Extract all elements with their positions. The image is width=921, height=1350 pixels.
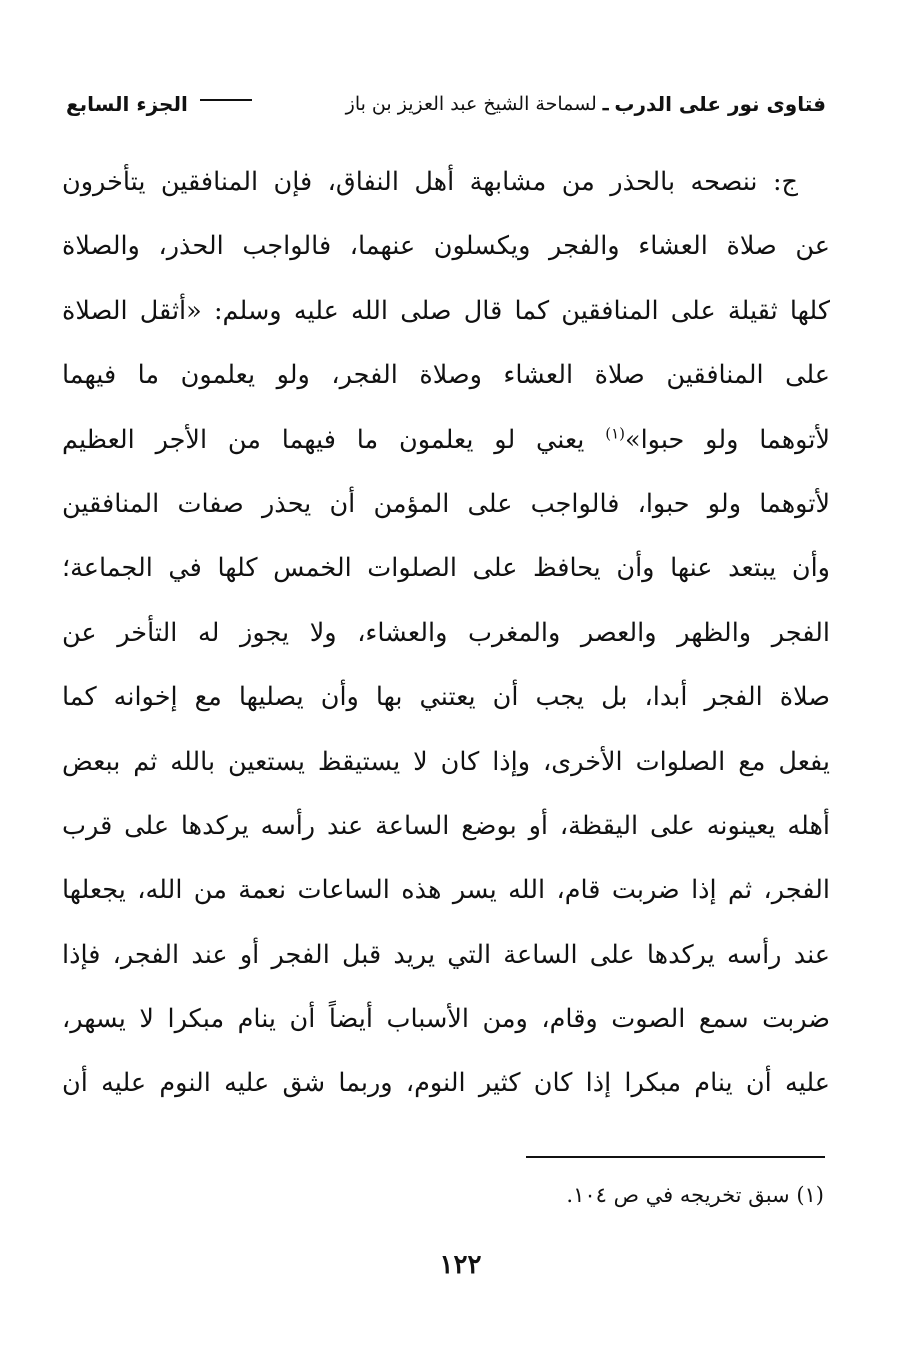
body-line: وأن يبتعد عنها وأن يحافظ على الصلوات الخمس كلها في الجماعة؛ — [62, 553, 830, 584]
body-line: ج: ننصحه بالحذر من مشابهة أهل النفاق، فإن المنافقين يتأخرون — [62, 167, 798, 197]
body-line: كلها ثقيلة على المنافقين كما قال صلى الله عليه وسلم: «أثقل الصلاة — [62, 295, 830, 326]
running-header — [66, 84, 826, 124]
page-number: ١٢٢ — [439, 1250, 482, 1280]
body-line: لأتوهما ولو حبوا، فالواجب على المؤمن أن يحذر صفات المنافقين — [62, 488, 830, 519]
header-separator: ـ — [602, 93, 609, 115]
body-line: ضربت سمع الصوت وقام، ومن الأسباب أيضاً أن ينام مبكرا لا يسهر، — [62, 1004, 830, 1035]
header-rule — [200, 99, 252, 101]
body-line: عن صلاة العشاء والفجر ويكسلون عنهما، فالواجب الحذر، والصلاة — [62, 231, 830, 262]
body-line: على المنافقين صلاة العشاء وصلاة الفجر، ولو يعلمون ما فيهما — [62, 360, 830, 391]
body-line: الفجر والظهر والعصر والمغرب والعشاء، ولا يجوز له التأخر عن — [62, 617, 830, 648]
footnote-marker: (١) — [605, 424, 625, 443]
footnote-divider — [526, 1156, 825, 1158]
quote-end: لأتوهما ولو حبوا» — [625, 424, 830, 455]
body-line: عند رأسه يركدها على الساعة التي يريد قبل الفجر أو عند الفجر، فإذا — [62, 939, 830, 970]
body-line: يفعل مع الصلوات الأخرى، وإذا كان لا يستيقظ يستعين بالله ثم ببعض — [62, 746, 830, 777]
book-title: فتاوى نور على الدرب — [614, 92, 826, 116]
volume-label: الجزء السابع — [66, 92, 188, 116]
body-line: الفجر، ثم إذا ضربت قام، الله يسر هذه الساعات نعمة من الله، يجعلها — [62, 875, 830, 906]
body-line-with-footnote — [62, 408, 830, 472]
header-title-group — [346, 92, 826, 116]
body-line-rest: يعني لو يعلمون ما فيهما من الأجر العظيم — [62, 424, 585, 455]
footnote: (١) سبق تخريجه في ص ١٠٤. — [566, 1183, 824, 1207]
header-volume-group — [66, 92, 260, 116]
body-line: عليه أن ينام مبكرا إذا كان كثير النوم، وربما شق عليه النوم عليه أن — [62, 1068, 830, 1099]
body-line: صلاة الفجر أبدا، بل يجب أن يعتني بها وأن يصليها مع إخوانه كما — [62, 682, 830, 713]
body-line: أهله يعينونه على اليقظة، أو بوضع الساعة عند رأسه يركدها على قرب — [62, 810, 830, 841]
author-name: لسماحة الشيخ عبد العزيز بن باز — [345, 93, 597, 115]
body-text — [62, 150, 830, 1116]
